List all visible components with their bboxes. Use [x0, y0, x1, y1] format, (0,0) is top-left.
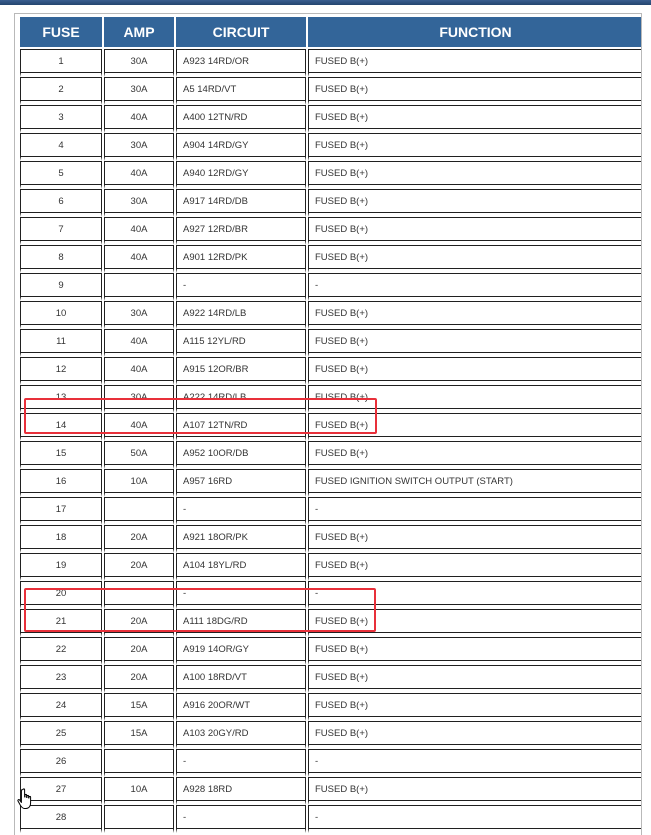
function-cell: FUSED B(+) [308, 413, 642, 441]
circuit-cell: A103 20GY/RD [176, 721, 306, 749]
fuse-number-cell: 28 [20, 805, 102, 833]
fuse-number-cell: 17 [20, 497, 102, 525]
function-cell: FUSED B(+) [308, 217, 642, 245]
fuse-number-cell: 6 [20, 189, 102, 217]
function-cell: - [308, 805, 642, 833]
table-row [20, 581, 642, 609]
circuit-cell: A115 12YL/RD [176, 329, 306, 357]
amp-cell: 20A [104, 525, 174, 553]
circuit-cell: A916 20OR/WT [176, 693, 306, 721]
table-row [20, 105, 642, 133]
table-row [20, 637, 642, 665]
amp-cell: 40A [104, 413, 174, 441]
function-cell: FUSED B(+) [308, 553, 642, 581]
circuit-cell: A901 12RD/PK [176, 245, 306, 273]
fuse-number-cell: 7 [20, 217, 102, 245]
circuit-cell: - [176, 749, 306, 777]
table-row [20, 497, 642, 525]
circuit-cell: A957 16RD [176, 469, 306, 497]
amp-cell: 40A [104, 329, 174, 357]
fuse-number-cell: 19 [20, 553, 102, 581]
circuit-cell: A222 14RD/LB [176, 385, 306, 413]
function-cell: FUSED B(+) [308, 777, 642, 805]
fuse-number-cell: 18 [20, 525, 102, 553]
circuit-cell: A921 18OR/PK [176, 525, 306, 553]
window-top-bar [0, 0, 651, 5]
function-cell: FUSED B(+) [308, 609, 642, 637]
function-cell: FUSED IGNITION SWITCH OUTPUT (START) [308, 469, 642, 497]
amp-cell: 30A [104, 385, 174, 413]
amp-cell: 20A [104, 609, 174, 637]
circuit-cell: A928 18RD [176, 777, 306, 805]
fuse-number-cell: 26 [20, 749, 102, 777]
table-row [20, 553, 642, 581]
function-cell: - [308, 581, 642, 609]
function-cell: - [308, 497, 642, 525]
circuit-cell: A100 18RD/VT [176, 665, 306, 693]
circuit-cell: A915 12OR/BR [176, 357, 306, 385]
function-cell: FUSED B(+) [308, 301, 642, 329]
amp-cell: 30A [104, 301, 174, 329]
fuse-number-cell: 16 [20, 469, 102, 497]
fuse-number-cell: 27 [20, 777, 102, 805]
header-circuit: CIRCUIT [176, 17, 306, 49]
fuse-number-cell: 2 [20, 77, 102, 105]
function-cell: FUSED B(+) [308, 385, 642, 413]
amp-cell: 50A [104, 441, 174, 469]
fuse-number-cell: 9 [20, 273, 102, 301]
table-row [20, 805, 642, 833]
function-cell: FUSED B(+) [308, 441, 642, 469]
hand-pointer-icon [17, 788, 35, 810]
amp-cell: 40A [104, 357, 174, 385]
circuit-cell: A107 12TN/RD [176, 413, 306, 441]
amp-cell [104, 273, 174, 301]
function-cell: FUSED B(+) [308, 665, 642, 693]
fuse-number-cell: 4 [20, 133, 102, 161]
fuse-number-cell: 8 [20, 245, 102, 273]
table-row [20, 413, 642, 441]
circuit-cell: A400 12TN/RD [176, 105, 306, 133]
fuse-number-cell: 23 [20, 665, 102, 693]
circuit-cell: - [176, 805, 306, 833]
amp-cell: 40A [104, 245, 174, 273]
amp-cell: 10A [104, 777, 174, 805]
table-row [20, 665, 642, 693]
circuit-cell: - [176, 273, 306, 301]
amp-cell [104, 581, 174, 609]
fuse-table [18, 17, 642, 833]
table-row [20, 161, 642, 189]
function-cell: FUSED B(+) [308, 77, 642, 105]
amp-cell: 30A [104, 77, 174, 105]
table-row [20, 749, 642, 777]
function-cell: FUSED B(+) [308, 637, 642, 665]
table-header [20, 17, 642, 49]
header-fuse: FUSE [20, 17, 102, 49]
table-row [20, 273, 642, 301]
circuit-cell: A922 14RD/LB [176, 301, 306, 329]
fuse-number-cell: 3 [20, 105, 102, 133]
table-row [20, 441, 642, 469]
table-row [20, 385, 642, 413]
amp-cell: 20A [104, 637, 174, 665]
circuit-cell: - [176, 581, 306, 609]
table-row [20, 245, 642, 273]
table-row [20, 189, 642, 217]
amp-cell: 40A [104, 161, 174, 189]
fuse-number-cell: 5 [20, 161, 102, 189]
fuse-number-cell: 1 [20, 49, 102, 77]
fuse-number-cell: 15 [20, 441, 102, 469]
fuse-number-cell: 25 [20, 721, 102, 749]
circuit-cell: A919 14OR/GY [176, 637, 306, 665]
function-cell: FUSED B(+) [308, 133, 642, 161]
table-row [20, 357, 642, 385]
amp-cell: 20A [104, 665, 174, 693]
table-row [20, 721, 642, 749]
table-row [20, 609, 642, 637]
amp-cell: 30A [104, 133, 174, 161]
circuit-cell: A917 14RD/DB [176, 189, 306, 217]
circuit-cell: A111 18DG/RD [176, 609, 306, 637]
function-cell: FUSED B(+) [308, 105, 642, 133]
header-row [20, 17, 642, 49]
function-cell: FUSED B(+) [308, 693, 642, 721]
table-row [20, 693, 642, 721]
header-function: FUNCTION [308, 17, 642, 49]
table-row [20, 525, 642, 553]
header-amp: AMP [104, 17, 174, 49]
fuse-number-cell: 22 [20, 637, 102, 665]
circuit-cell: A940 12RD/GY [176, 161, 306, 189]
amp-cell: 15A [104, 693, 174, 721]
fuse-table-container [14, 13, 642, 835]
fuse-number-cell: 11 [20, 329, 102, 357]
amp-cell: 20A [104, 553, 174, 581]
fuse-number-cell: 24 [20, 693, 102, 721]
amp-cell [104, 749, 174, 777]
amp-cell: 30A [104, 49, 174, 77]
amp-cell: 10A [104, 469, 174, 497]
fuse-number-cell: 21 [20, 609, 102, 637]
table-row [20, 777, 642, 805]
fuse-number-cell: 13 [20, 385, 102, 413]
function-cell: FUSED B(+) [308, 329, 642, 357]
table-row [20, 133, 642, 161]
amp-cell: 40A [104, 105, 174, 133]
function-cell: FUSED B(+) [308, 525, 642, 553]
amp-cell [104, 497, 174, 525]
function-cell: FUSED B(+) [308, 161, 642, 189]
circuit-cell: A923 14RD/OR [176, 49, 306, 77]
amp-cell: 40A [104, 217, 174, 245]
function-cell: FUSED B(+) [308, 357, 642, 385]
table-body [20, 49, 642, 833]
circuit-cell: - [176, 497, 306, 525]
fuse-number-cell: 12 [20, 357, 102, 385]
function-cell: FUSED B(+) [308, 721, 642, 749]
function-cell: - [308, 273, 642, 301]
circuit-cell: A927 12RD/BR [176, 217, 306, 245]
fuse-number-cell: 20 [20, 581, 102, 609]
circuit-cell: A104 18YL/RD [176, 553, 306, 581]
fuse-number-cell: 14 [20, 413, 102, 441]
amp-cell [104, 805, 174, 833]
circuit-cell: A952 10OR/DB [176, 441, 306, 469]
table-row [20, 217, 642, 245]
function-cell: FUSED B(+) [308, 189, 642, 217]
table-row [20, 329, 642, 357]
fuse-number-cell: 10 [20, 301, 102, 329]
circuit-cell: A5 14RD/VT [176, 77, 306, 105]
function-cell: FUSED B(+) [308, 245, 642, 273]
circuit-cell: A904 14RD/GY [176, 133, 306, 161]
function-cell: - [308, 749, 642, 777]
table-row [20, 301, 642, 329]
table-row [20, 77, 642, 105]
amp-cell: 30A [104, 189, 174, 217]
table-row [20, 469, 642, 497]
amp-cell: 15A [104, 721, 174, 749]
function-cell: FUSED B(+) [308, 49, 642, 77]
table-row [20, 49, 642, 77]
